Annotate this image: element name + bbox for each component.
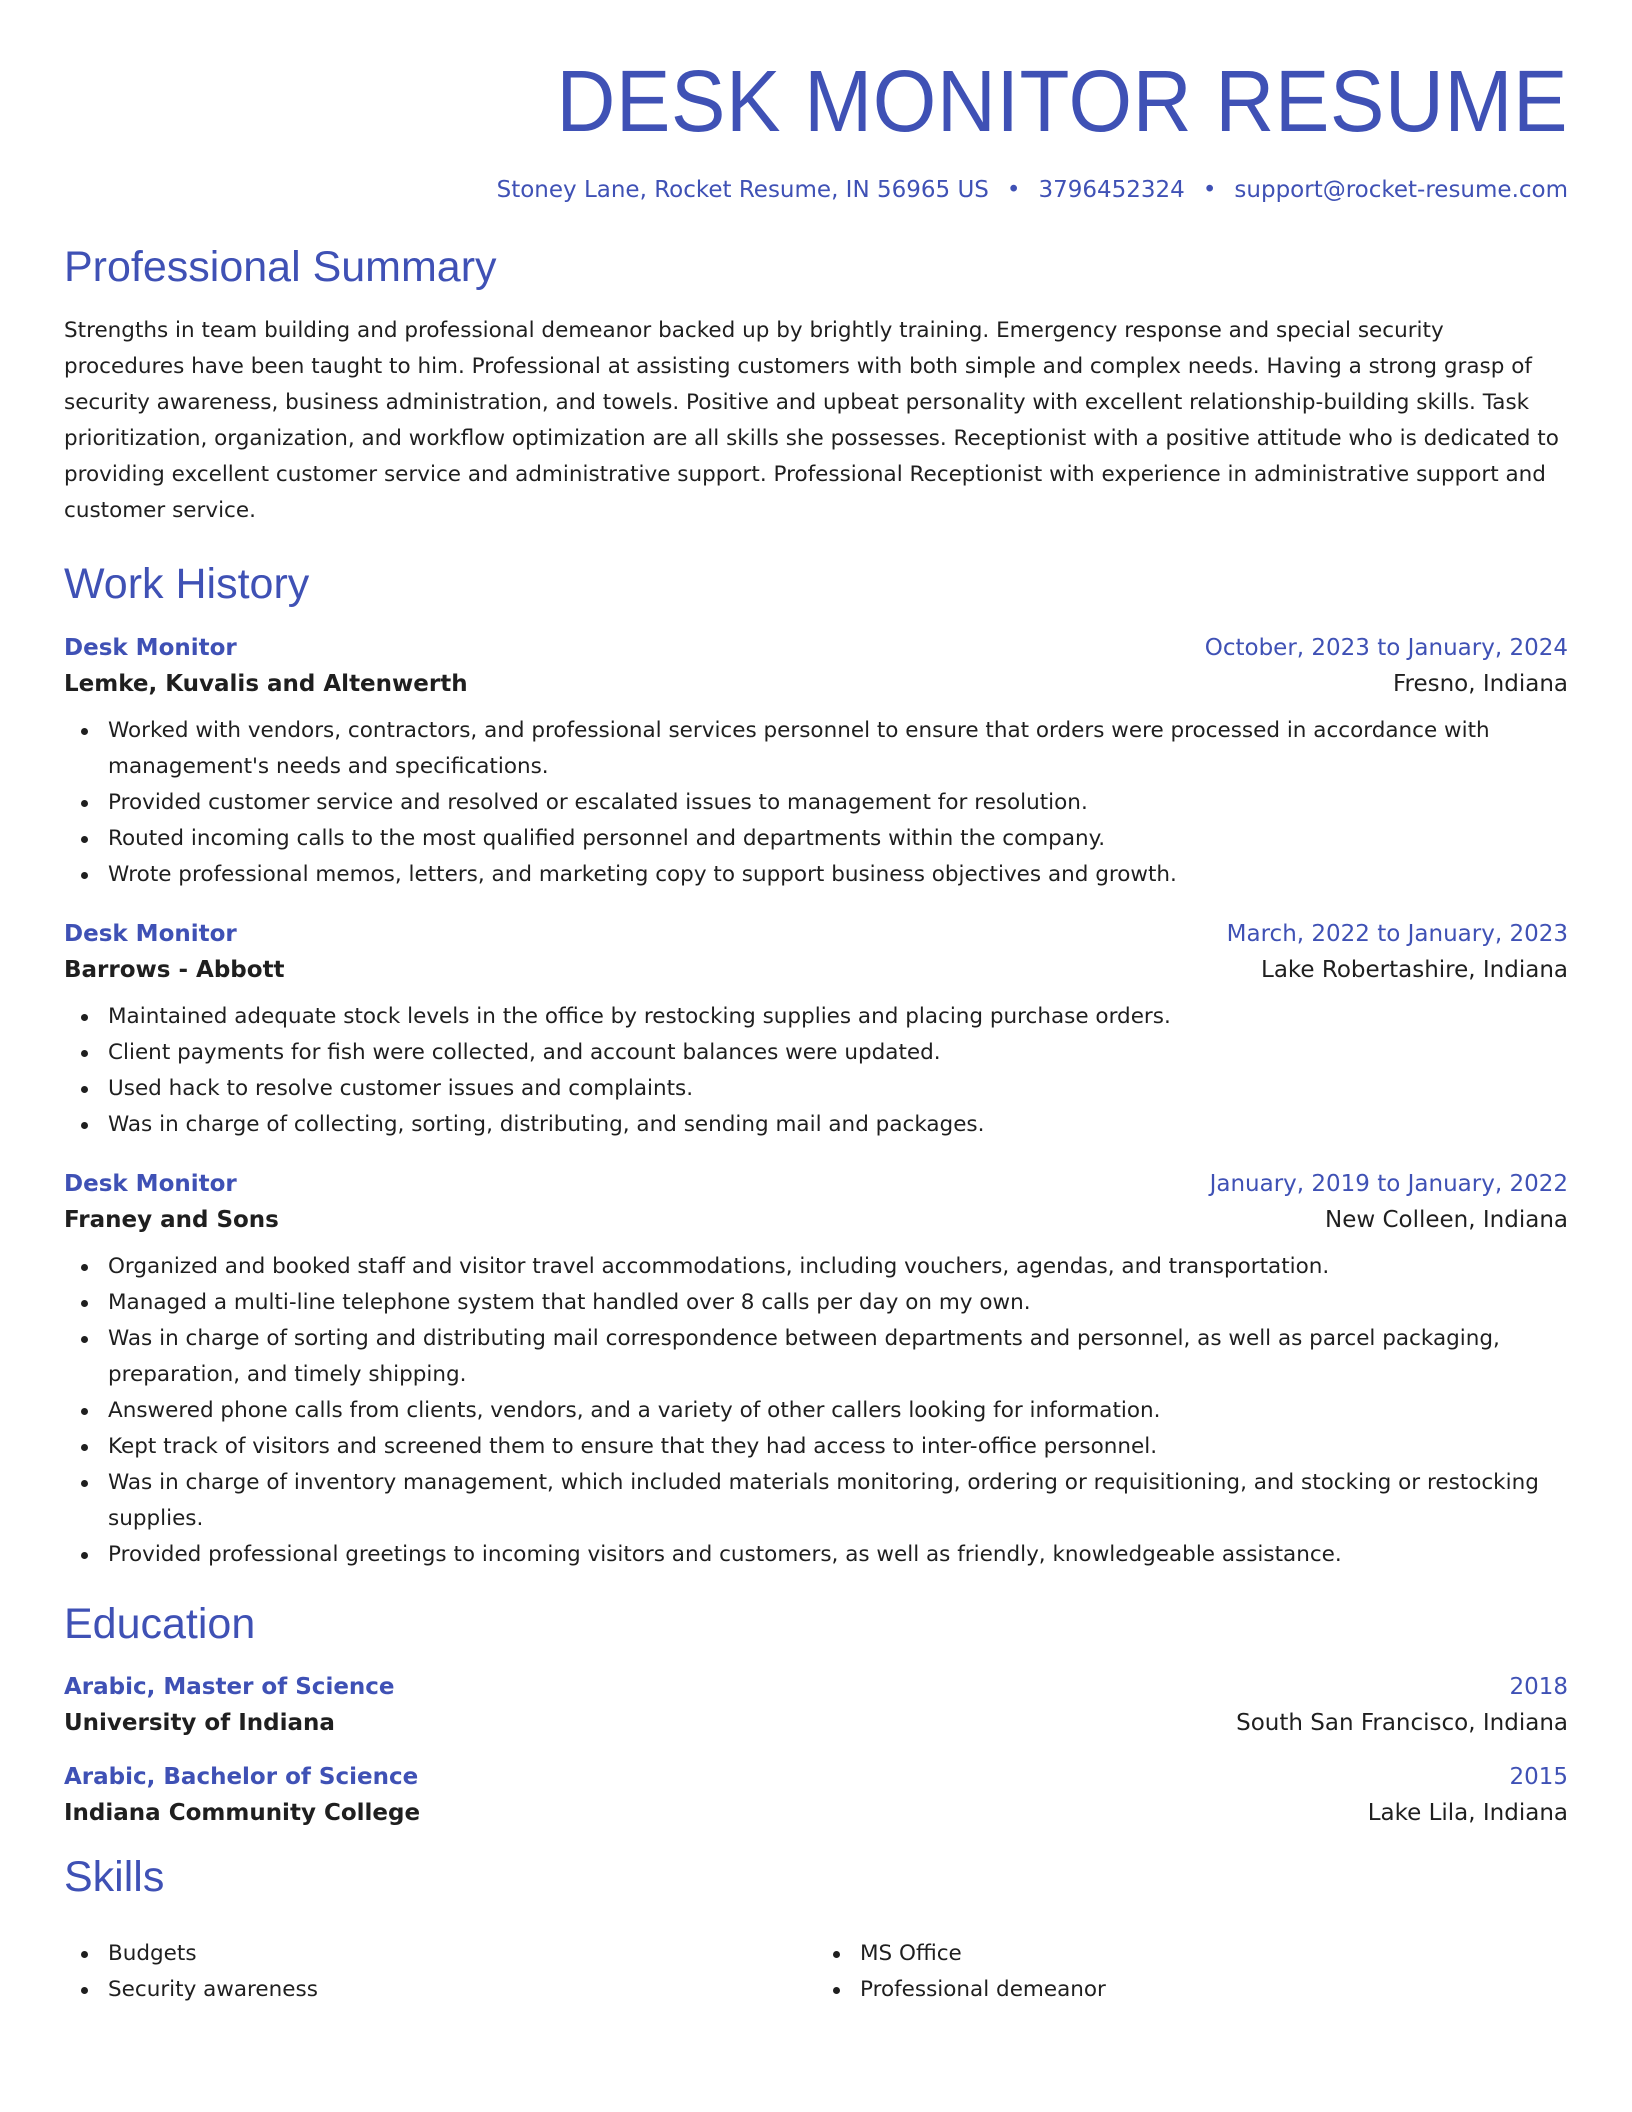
education-year: 2018 (1509, 1674, 1568, 1701)
education-school: University of Indiana (64, 1710, 335, 1737)
job-dates: January, 2019 to January, 2022 (1209, 1170, 1568, 1197)
job-duty: Kept track of visitors and screened them to ensure that they had access to inter-office personnel. (64, 1429, 1568, 1465)
contact-email[interactable]: support@rocket-resume.com (1234, 176, 1568, 203)
skills-list-left (64, 1936, 816, 2008)
work-history-section (64, 559, 1568, 1573)
resume-name: DESK MONITOR RESUME (556, 53, 1568, 150)
job-role: Desk Monitor (64, 920, 237, 947)
job-location: Lake Robertashire, Indiana (1261, 956, 1568, 983)
job-duty: Maintained adequate stock levels in the office by restocking supplies and placing purchase orders. (64, 999, 1568, 1035)
job-location: New Colleen, Indiana (1324, 1206, 1568, 1233)
job-entry (64, 1171, 1568, 1573)
skill-item: Professional demeanor (816, 1972, 1568, 2008)
job-dates: October, 2023 to January, 2024 (1204, 634, 1568, 661)
contact-phone: 3796452324 (1038, 176, 1185, 203)
job-company: Barrows - Abbott (64, 956, 285, 983)
contact-address: Stoney Lane, Rocket Resume, IN 56965 US (496, 176, 989, 203)
job-duty: Organized and booked staff and visitor travel accommodations, including vouchers, agendas, and transportation. (64, 1249, 1568, 1285)
job-duties (64, 1249, 1568, 1573)
job-entry (64, 921, 1568, 1143)
job-duties (64, 713, 1568, 893)
education-section (64, 1599, 1568, 1827)
job-role: Desk Monitor (64, 1170, 237, 1197)
job-role: Desk Monitor (64, 634, 237, 661)
skill-item: Security awareness (64, 1972, 816, 2008)
job-duty: Managed a multi-line telephone system that handled over 8 calls per day on my own. (64, 1285, 1568, 1321)
job-duty: Client payments for fish were collected, and account balances were updated. (64, 1035, 1568, 1071)
education-degree: Arabic, Bachelor of Science (64, 1764, 419, 1791)
job-duty: Wrote professional memos, letters, and marketing copy to support business objectives and growth. (64, 857, 1568, 893)
job-location: Fresno, Indiana (1392, 670, 1568, 697)
education-school: Indiana Community College (64, 1800, 421, 1827)
resume-header (64, 0, 1568, 206)
education-year: 2015 (1509, 1764, 1568, 1791)
job-company: Franey and Sons (64, 1206, 279, 1233)
education-location: Lake Lila, Indiana (1367, 1800, 1568, 1827)
education-entry (64, 1674, 1568, 1736)
skills-section (64, 1852, 1568, 2008)
job-duty: Routed incoming calls to the most qualified personnel and departments within the company. (64, 821, 1568, 857)
job-duty: Was in charge of inventory management, which included materials monitoring, ordering or requisitioning, and stocking or restocking supplies. (64, 1465, 1568, 1537)
job-duties (64, 999, 1568, 1143)
education-location: South San Francisco, Indiana (1236, 1710, 1568, 1737)
job-company: Lemke, Kuvalis and Altenwerth (64, 670, 468, 697)
job-duty: Provided professional greetings to incoming visitors and customers, as well as friendly, knowledgeable assistance. (64, 1537, 1568, 1573)
job-dates: March, 2022 to January, 2023 (1226, 920, 1568, 947)
contact-separator: • (1202, 176, 1217, 203)
skills-heading: Skills (64, 1853, 165, 1902)
summary-section (64, 242, 1568, 530)
skill-item: MS Office (816, 1936, 1568, 1972)
education-degree: Arabic, Master of Science (64, 1674, 395, 1701)
job-duty: Provided customer service and resolved or escalated issues to management for resolution. (64, 785, 1568, 821)
skills-columns (64, 1920, 1568, 2008)
job-duty: Worked with vendors, contractors, and professional services personnel to ensure that orders were processed in accordance with management's needs and specifications. (64, 713, 1568, 785)
summary-heading: Professional Summary (64, 242, 497, 291)
summary-text: Strengths in team building and professional demeanor backed up by brightly training. Emergency response and special security procedures have been taught to him. Professional at assisting customers with both simple and complex needs. Having a strong grasp of security awareness, business administration, and towels. Positive and upbeat personality with excellent relationship-building skills. Task prioritization, organization, and workflow optimization are all skills she possesses. Receptionist with a positive attitude who is dedicated to providing excellent customer service and administrative support. Professional Receptionist with experience in administrative support and customer service. (64, 318, 1559, 524)
skills-list-right (816, 1936, 1568, 2008)
education-entry (64, 1764, 1568, 1826)
work-history-heading: Work History (64, 560, 310, 609)
job-duty: Was in charge of sorting and distributing mail correspondence between departments and personnel, as well as parcel packaging, preparation, and timely shipping. (64, 1321, 1568, 1393)
education-heading: Education (64, 1599, 256, 1648)
skill-item: Budgets (64, 1936, 816, 1972)
job-duty: Answered phone calls from clients, vendors, and a variety of other callers looking for information. (64, 1393, 1568, 1429)
job-duty: Was in charge of collecting, sorting, distributing, and sending mail and packages. (64, 1107, 1568, 1143)
job-entry (64, 635, 1568, 893)
contact-line (64, 176, 1568, 206)
contact-separator: • (1006, 176, 1021, 203)
job-duty: Used hack to resolve customer issues and complaints. (64, 1071, 1568, 1107)
